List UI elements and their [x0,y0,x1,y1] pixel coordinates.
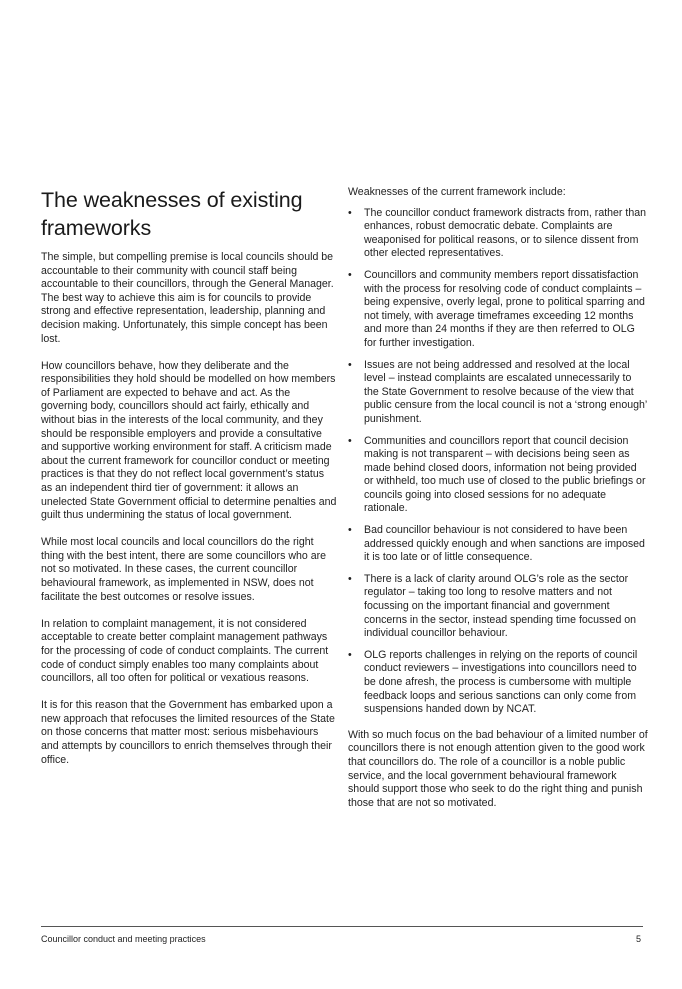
list-item-text: Bad councillor behaviour is not considered to have been addressed quickly enough and when sanctions are imposed it is too late or of little consequence. [364,524,645,564]
bullet-icon: • [348,358,352,371]
right-column [348,186,648,824]
left-column [41,186,337,781]
bullet-icon: • [348,648,352,661]
bullet-icon: • [348,434,352,447]
body-paragraph: In relation to complaint management, it is not considered acceptable to create better complaint management pathways for the processing of code of conduct complaints. The current code of conduct simply enables too many complaints about councillors, all too often for political or vexatious reasons. [41,617,329,685]
list-item-text: Issues are not being addressed and resolved at the local level – instead complaints are escalated unnecessarily to the State Government to resolve because of the view that public censure from the local council is not a ‘strong enough’ punishment. [364,358,647,425]
bullet-icon: • [348,524,352,537]
list-item [348,359,648,427]
body-paragraph: It is for this reason that the Government has embarked upon a new approach that refocuses the limited resources of the State on those concerns that matter most: serious misbehaviours and attempts by councillors to enrich themselves through their office. [41,699,335,766]
page-number: 5 [635,934,641,944]
closing-paragraph: With so much focus on the bad behaviour of a limited number of councillors there is not enough attention given to the good work that councillors do. The role of a councillor is a noble public service, and the local government behavioural framework should support those who seek to do the right thing and punish those that are not so motivated. [348,728,648,809]
body-paragraph: The simple, but compelling premise is local councils should be accountable to their community with council staff being accountable to their councillors, through the General Manager. The best way to achieve this aim is for councils to provide strong and effective representation, leadership, planning and decision making. Unfortunately, this simple concept has been lost. [41,251,334,345]
list-item [348,524,648,565]
list-item [348,435,648,517]
weaknesses-list [348,207,648,717]
list-item-text: The councillor conduct framework distracts from, rather than enhances, robust democratic debate. Complaints are weaponised for political reasons, or to silence dissent from other elected representatives. [364,206,647,260]
bullet-icon: • [348,572,352,585]
body-paragraph: How councillors behave, how they deliberate and the responsibilities they hold should be modelled on how members of Parliament are expected to behave and act. As the governing body, councillors should act fairly, ethically and without bias in the interests of the local community, and they should be responsible employers and provide a consultative and supportive working environment for staff. A criticism made about the current framework for councillor conduct or meeting practices is that they do not reflect local government’s status as an independent third tier of government: it allows an unelected State Government official to determine penalties and guilt thus undermining the status of local government. [41,359,337,522]
footer-divider [41,926,643,927]
list-item-text: Councillors and community members report dissatisfaction with the process for resolving code of conduct complaints – being expensive, overly legal, prone to political sparring and not timely, with average timeframes exceeding 12 months and more than 24 months if they are then referred to OLG for further investigation. [364,268,645,349]
list-item [348,573,648,641]
list-item [348,649,648,717]
footer-title: Councillor conduct and meeting practices [41,934,206,944]
bullet-icon: • [348,206,352,219]
list-item [348,207,648,261]
list-intro: Weaknesses of the current framework include: [348,186,566,198]
list-item [348,269,648,351]
bullet-icon: • [348,268,352,281]
section-heading: The weaknesses of existing frameworks [41,188,303,240]
list-item-text: There is a lack of clarity around OLG’s role as the sector regulator – taking too long to resolve matters and not focussing on the important financial and government concerns in the sector, instead spending time focussed on individual councillor behaviour. [364,572,637,640]
list-item-text: OLG reports challenges in relying on the reports of council conduct reviewers – investigations into councillors need to be done afresh, the process is cumbersome with multiple feedback loops and serious sanctions can only come from suspensions handed down by NCAT. [364,648,638,716]
body-paragraph: While most local councils and local councillors do the right thing with the best intent, there are some councillors who are not so motivated. In these cases, the current councillor behavioural framework, as implemented in NSW, does not facilitate the best outcomes or resolve issues. [41,536,327,603]
list-item-text: Communities and councillors report that council decision making is not transparent – with decisions being seen as made behind closed doors, information not being provided or withheld, too much use of closed to the public briefings or councils going into closed sessions for no adequate rationale. [364,434,646,515]
